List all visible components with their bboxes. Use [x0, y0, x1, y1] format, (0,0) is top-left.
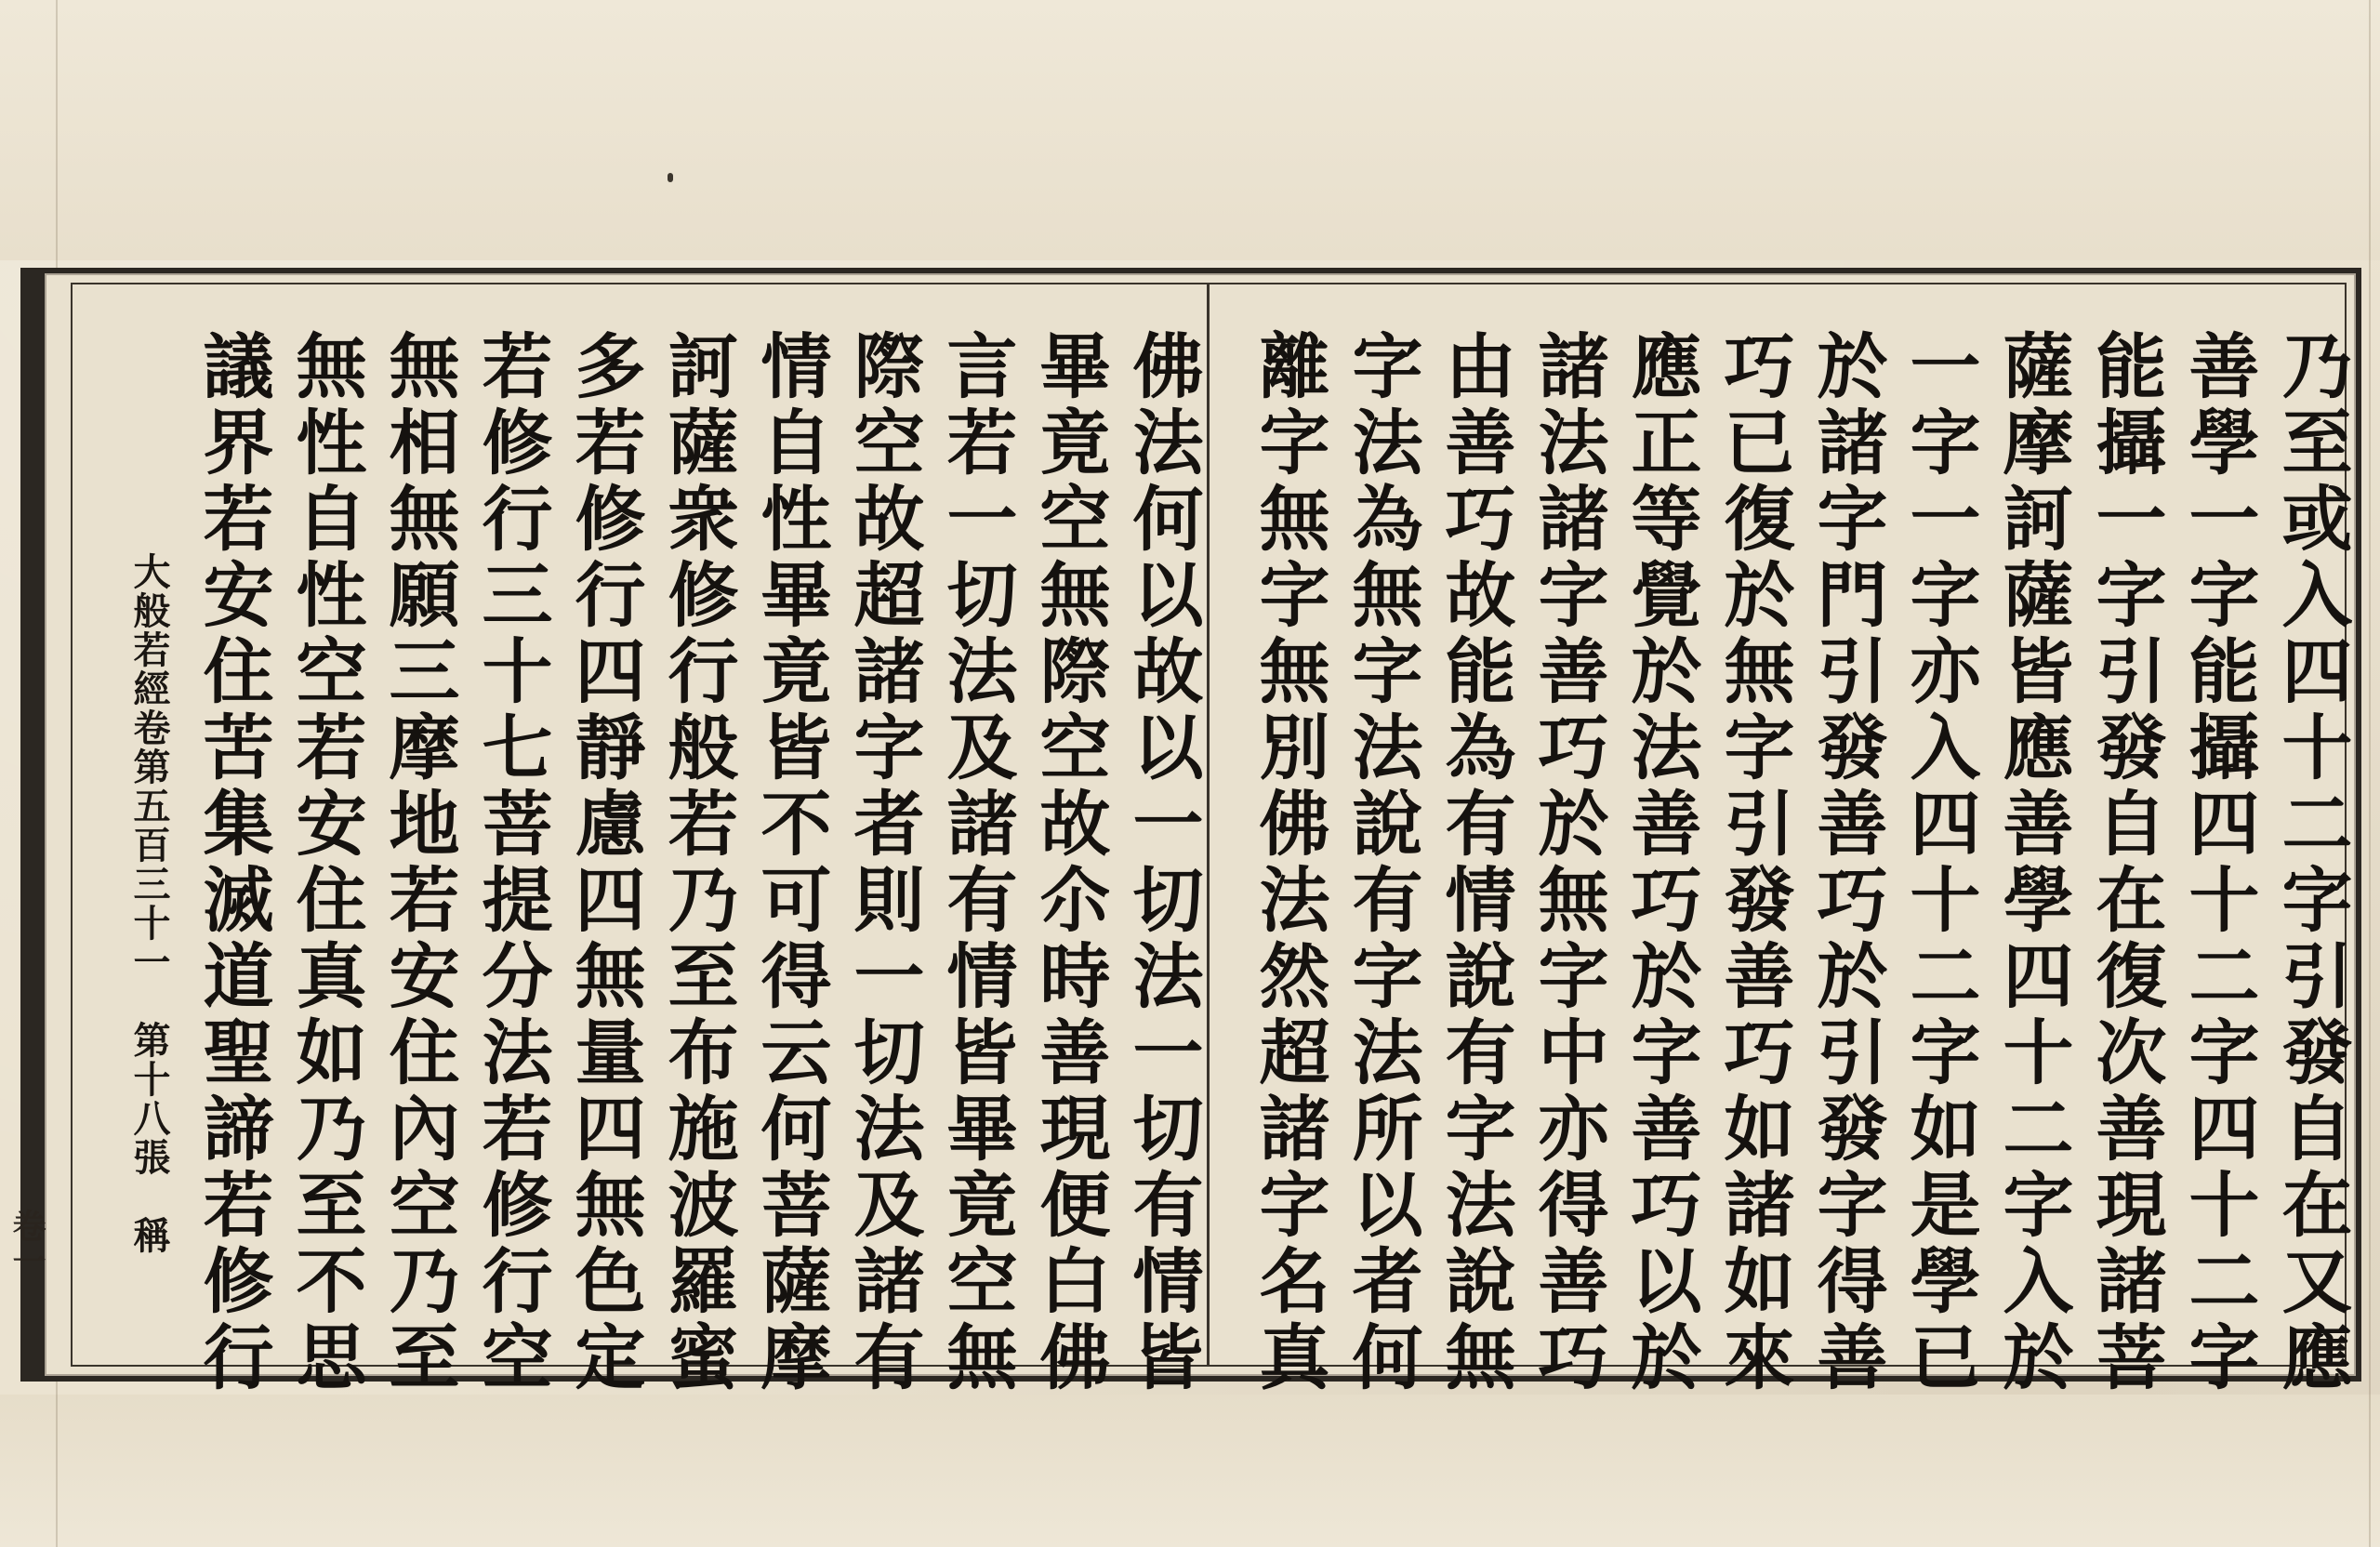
text-column: 善學一字能攝四十二字四十二字	[2177, 329, 2260, 1396]
upper-margin	[0, 0, 2380, 260]
text-column: 議界若安住苦集滅道聖諦若修行	[192, 329, 274, 1396]
center-fold-rule	[1207, 283, 1210, 1367]
text-column: 一字一字亦入四十二字如是學已	[1898, 329, 1981, 1396]
text-column: 訶薩衆修行般若乃至布施波羅蜜	[656, 329, 739, 1396]
text-column: 際空故超諸字者則一切法及諸有	[842, 329, 925, 1396]
text-column: 能攝一字引發自在復次善現諸菩	[2084, 329, 2167, 1396]
text-column: 巧已復於無字引發善巧如諸如來	[1712, 329, 1795, 1396]
text-column: 諸法諸字善巧於無字中亦得善巧	[1527, 329, 1609, 1396]
text-column: 多若修行四靜慮四無量四無色定	[563, 329, 646, 1396]
text-column: 佛法何以故以一切法一切有情皆	[1121, 329, 1204, 1396]
text-column: 若修行三十七菩提分法若修行空	[470, 329, 553, 1396]
text-column: 無相無願三摩地若安住內空乃至	[377, 329, 460, 1396]
text-column: 無性自性空若安住真如乃至不思	[284, 329, 367, 1396]
lower-margin	[0, 1395, 2380, 1547]
text-column: 情自性畢竟皆不可得云何菩薩摩	[749, 329, 832, 1396]
leaf-marker: 卷一	[7, 1209, 46, 1279]
text-column: 薩摩訶薩皆應善學四十二字入於	[1991, 329, 2074, 1396]
ink-speck	[668, 173, 673, 182]
text-column: 由善巧故能為有情說有字法說無	[1434, 329, 1516, 1396]
text-column: 應正等覺於法善巧於字善巧以於	[1620, 329, 1702, 1396]
text-column: 字法為無字法說有字法所以者何	[1341, 329, 1423, 1396]
text-column: 乃至或入四十二字引發自在又應	[2270, 329, 2353, 1396]
text-column: 離字無字無別佛法然超諸字名真	[1248, 329, 1330, 1396]
text-column: 言若一切法及諸有情皆畢竟空無	[935, 329, 1018, 1396]
page-fold-line	[2369, 0, 2371, 1547]
text-column: 於諸字門引發善巧於引發字得善	[1805, 329, 1888, 1396]
printed-text-block	[20, 268, 2361, 1396]
margin-title-note: 大般若經卷第五百三十一 第十八張 稱	[127, 552, 171, 1255]
text-column: 畢竟空無際空故尒時善現便白佛	[1028, 329, 1111, 1396]
